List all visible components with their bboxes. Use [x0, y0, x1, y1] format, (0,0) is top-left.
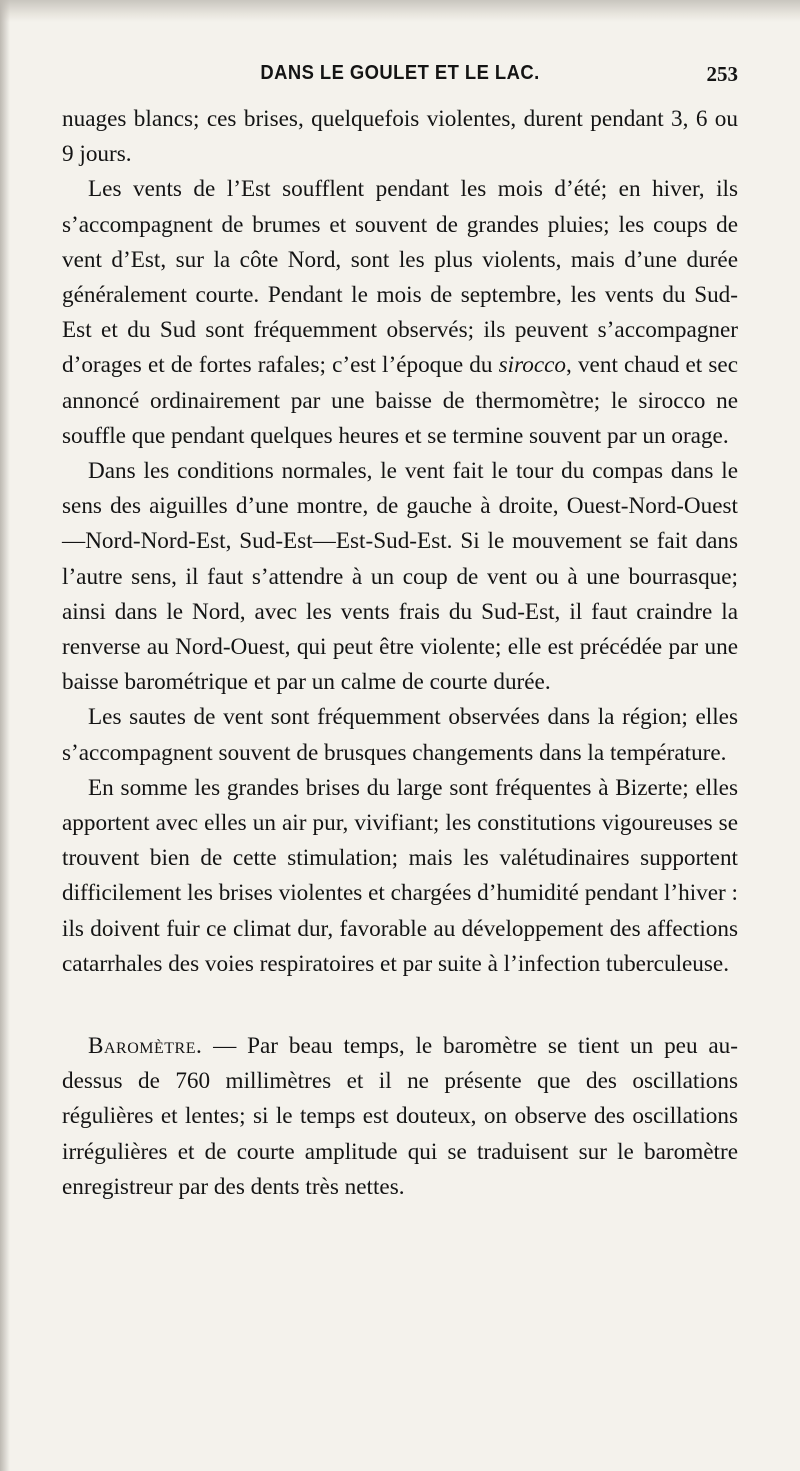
paragraph-text: Les vents de l’Est soufflent pendant les mois d’été; en hiver, ils s’accompagnent de brumes et souvent de grandes pluies; les coups de vent d’Est, sur la côte Nord, sont les plus violents, mais d’une durée généralement courte. Pendant le mois de septembre, les vents du Sud-Est et du Sud sont fréquemment observés; ils peuvent s’accompagner d’orages et de fortes rafales; c’est l’époque du [62, 176, 738, 379]
paragraph-text: , vent chaud et sec annoncé ordinairement par une baisse de thermomètre; le sirocco ne souffle que pendant quelques heures et se termine souvent par un orage. [62, 352, 738, 449]
paragraph-text: — Par beau temps, le baromètre se tient un peu au-dessus de 760 millimètres et il ne présente que des oscillations régulières et lentes; si le temps est douteux, on observe des oscillations irrégulières et de courte amplitude qui se traduisent sur le baromètre enregistreur par des dents très nettes. [62, 1033, 738, 1200]
section-heading: Baromètre. [88, 1033, 203, 1060]
running-head [62, 62, 738, 98]
page-number: 253 [706, 62, 738, 86]
paragraph-east-winds [62, 172, 738, 454]
italic-term: sirocco [498, 352, 567, 379]
book-page [62, 62, 738, 1205]
paragraph-climate-summary: En somme les grandes brises du large sont fréquentes à Bizerte; elles apportent avec elles un air pur, vivifiant; les constitutions vigoureuses se trouvent bien de cette stimulation; mais les valétudinaires supportent difficilement les brises violentes et chargées d’humidité pendant l’hiver : ils doivent fuir ce climat dur, favorable au développement des affections catarrhales des voies respiratoires et par suite à l’infection tuberculeuse. [62, 774, 738, 977]
paragraph-continuation: nuages blancs; ces brises, quelquefois violentes, durent pendant 3, 6 ou 9 jours. [62, 106, 738, 168]
paragraph-wind-rotation: Dans les conditions normales, le vent fait le tour du compas dans le sens des aiguilles d’une montre, de gauche à droite, Ouest-Nord-Ouest—Nord-Nord-Est, Sud-Est—Est-Sud-Est. Si le mouvement se fait dans l’autre sens, il faut s’attendre à un coup de vent ou à une bourrasque; ainsi dans le Nord, avec les vents frais du Sud-Est, il faut craindre la renverse au Nord-Ouest, qui peut être violente; elle est précédée par une baisse barométrique et par un calme de courte durée. [62, 458, 738, 696]
running-title: DANS LE GOULET ET LE LAC. [260, 62, 540, 84]
paragraph-barometer [62, 1029, 738, 1205]
body-text [62, 102, 738, 1205]
paragraph-wind-shifts: Les sautes de vent sont fréquemment observées dans la région; elles s’accompagnent souvent de brusques changements dans la température. [62, 704, 738, 766]
scan-shadow-top [0, 0, 800, 22]
scan-shadow-left [0, 0, 10, 1471]
